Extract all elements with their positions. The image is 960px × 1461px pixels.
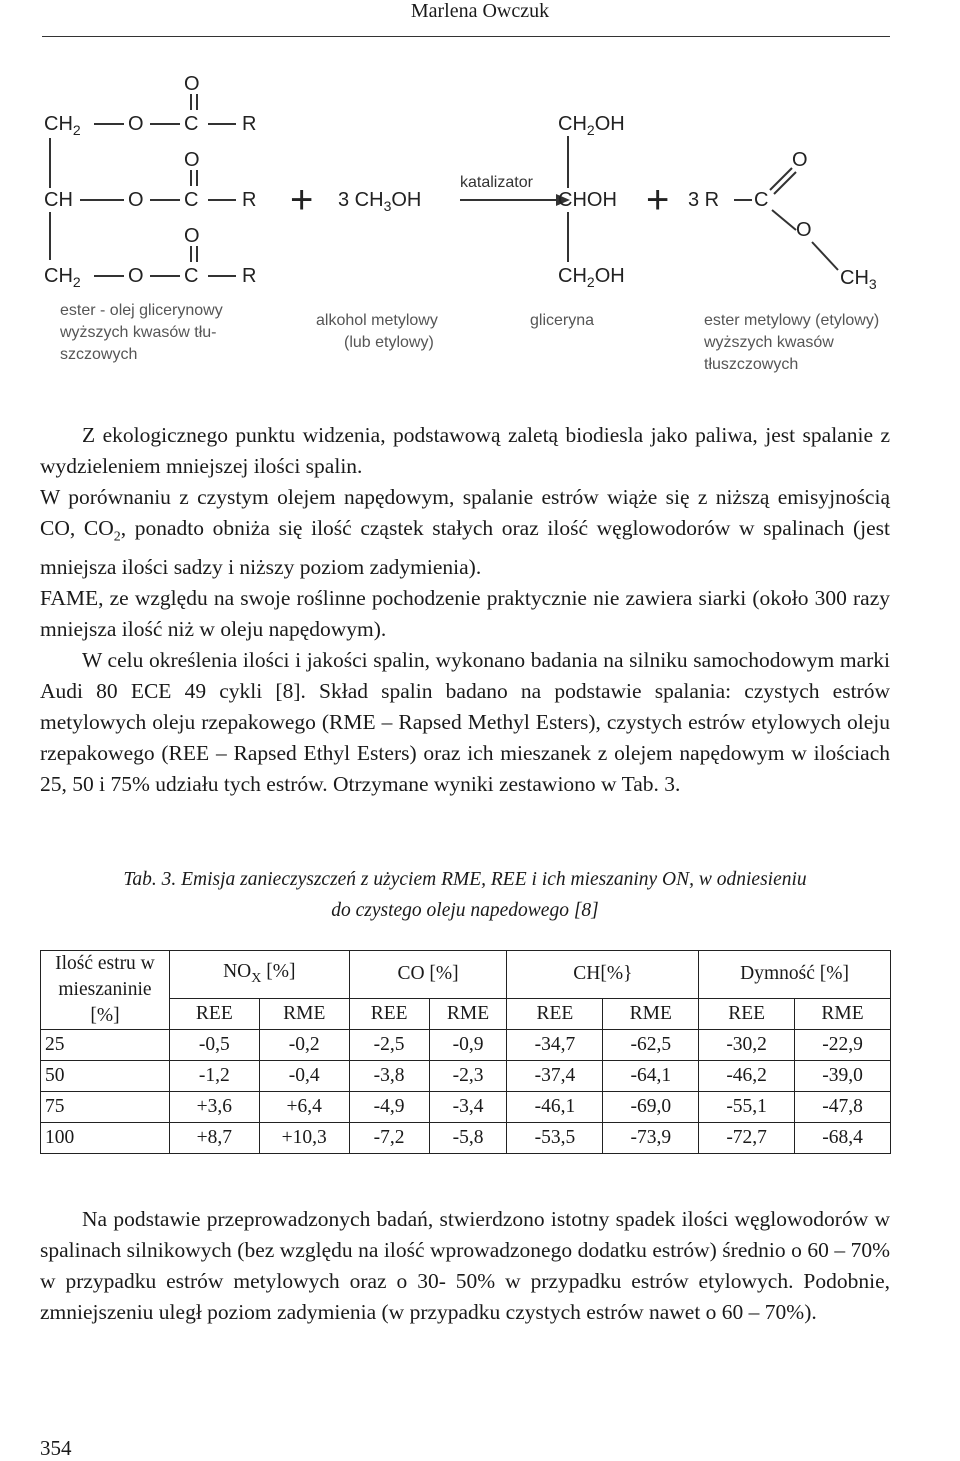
- r1-row3-ch2: $CH_2$: [44, 265, 81, 290]
- glycerol-top: $CH_2OH$: [558, 113, 625, 138]
- r1-caption: ester - olej glicerynowy wyższych kwasów tłu- szczowych: [60, 302, 223, 363]
- paragraph-ecology: Z ekologicznego punktu widzenia, podstawową zaletą biodiesla jako paliwa, jest spalanie z wydzieleniem mniejszej ilości spalin.: [40, 423, 890, 478]
- table-row: [41, 1061, 891, 1092]
- table-cell: +8,7: [169, 1123, 259, 1154]
- subheader-cell: REE: [507, 998, 603, 1029]
- plus-sign-2: +: [646, 178, 670, 222]
- ester-ether-oxygen: O: [796, 219, 812, 241]
- r1-row2-ether-oxygen: O: [128, 189, 144, 211]
- ester-caption: ester metylowy (etylowy) wyższych kwasów tłuszczowych: [704, 312, 880, 373]
- row-label: 25: [41, 1030, 170, 1061]
- ester-methyl: $CH_3$: [840, 267, 877, 292]
- table-cell: -53,5: [507, 1123, 603, 1154]
- table-cell: -0,5: [169, 1030, 259, 1061]
- table-row: [41, 1092, 891, 1123]
- paragraph-methodology: W celu określenia ilości i jakości spalin, wykonano badania na silniku samochodowym marki Audi 80 ECE 49 cykli [8]. Skład spalin badano na podstawie spalania: czystych estrów metylowych oleju rzepakowego (RME – Rapsed Methyl Esters), czystych estrów etylowych oleju rzepakowego (REE – Rapsed Ethyl Esters) oraz ich mieszanek z olejem napędowym w ilościach 25, 50 i 75% udziału tych estrów. Otrzymane wyniki zestawiono w Tab. 3.: [40, 648, 890, 797]
- table-cell: -30,2: [699, 1030, 795, 1061]
- table-cell: -37,4: [507, 1061, 603, 1092]
- group-header-smoke: Dymność [%]: [699, 951, 891, 999]
- r1-row3-r: R: [242, 265, 257, 287]
- transesterification-scheme: [40, 70, 900, 390]
- row-label: 75: [41, 1092, 170, 1123]
- table-cell: -7,2: [349, 1123, 429, 1154]
- body-text-lower: [40, 1204, 890, 1328]
- table-cell: -0,4: [259, 1061, 349, 1092]
- paragraph-fame-sulfur: FAME, ze względu na swoje roślinne pochodzenie praktycznie nie zawiera siarki (około 300 razy mniejsza ilość niż w oleju napędowym).: [40, 586, 890, 642]
- running-header-author: Marlena Owczuk: [410, 0, 550, 22]
- r1-row1-ether-oxygen: O: [128, 113, 144, 135]
- table-cell: -68,4: [795, 1123, 891, 1154]
- table-cell: -4,9: [349, 1092, 429, 1123]
- r1-row2-oxygen: O: [184, 149, 200, 171]
- glycerol-middle: CHOH: [558, 189, 617, 211]
- emissions-table: [40, 950, 891, 1154]
- r1-row1-ch2: $CH_2$: [44, 113, 81, 138]
- table-cell: -22,9: [795, 1030, 891, 1061]
- table-cell: -2,5: [349, 1030, 429, 1061]
- methanol-formula: 3 $CH_3OH$: [338, 189, 422, 214]
- group-header-ch: CH[%}: [507, 951, 699, 999]
- table-cell: -5,8: [429, 1123, 507, 1154]
- table-cell: -39,0: [795, 1061, 891, 1092]
- table-cell: -47,8: [795, 1092, 891, 1123]
- subheader-cell: RME: [795, 998, 891, 1029]
- r1-row3-oxygen: O: [184, 225, 200, 247]
- table-caption: Tab. 3. Emisja zanieczyszczeń z użyciem RME, REE i ich mieszaniny ON, w odniesieniu do czystego oleju napedowego [8]: [123, 869, 807, 921]
- table-cell: -34,7: [507, 1030, 603, 1061]
- r1-row3-ether-oxygen: O: [128, 265, 144, 287]
- table-cell: -2,3: [429, 1061, 507, 1092]
- r1-row2-r: R: [242, 189, 257, 211]
- r1-row1-oxygen: O: [184, 73, 200, 95]
- r1-row1-r: R: [242, 113, 257, 135]
- group-header-co: CO [%]: [349, 951, 507, 999]
- table-cell: +6,4: [259, 1092, 349, 1123]
- table-cell: -73,9: [603, 1123, 699, 1154]
- table-cell: -69,0: [603, 1092, 699, 1123]
- row-label: 50: [41, 1061, 170, 1092]
- ester-carbonyl-oxygen: O: [792, 149, 808, 171]
- row-header-cell: Ilość estru w mieszaninie [%]: [41, 951, 170, 1030]
- table-cell: -62,5: [603, 1030, 699, 1061]
- table-cell: -1,2: [169, 1061, 259, 1092]
- subheader-cell: REE: [699, 998, 795, 1029]
- page-number: 354: [40, 1436, 72, 1460]
- ester-r-group: 3 R: [688, 189, 720, 211]
- table-cell: -3,8: [349, 1061, 429, 1092]
- paragraph-conclusion: Na podstawie przeprowadzonych badań, stwierdzono istotny spadek ilości węglowodorów w spalinach silnikowych (bez względu na ilość wprowadzonego dodatku estrów) średnio o 60 – 70% w przypadku estrów metylowych oraz o 30- 50% w przypadku estrów etylowych. Podobnie, zmniejszeniu uległ poziom zadymienia (w przypadku czystych estrów nawet o 60 – 70%).: [40, 1207, 890, 1324]
- subheader-cell: RME: [259, 998, 349, 1029]
- header-rule: [42, 36, 890, 37]
- catalyst-label: katalizator: [460, 174, 533, 191]
- plus-sign-1: +: [290, 178, 314, 222]
- r1-row2-ch: CH: [44, 189, 73, 211]
- methanol-caption: alkohol metylowy (lub etylowy): [316, 312, 438, 351]
- subheader-cell: REE: [349, 998, 429, 1029]
- table-cell: -46,2: [699, 1061, 795, 1092]
- table-cell: -55,1: [699, 1092, 795, 1123]
- table-cell: -3,4: [429, 1092, 507, 1123]
- table-cell: -0,2: [259, 1030, 349, 1061]
- row-label: 100: [41, 1123, 170, 1154]
- table-cell: -0,9: [429, 1030, 507, 1061]
- r1-row2-carbon: C: [184, 189, 199, 211]
- paragraph-emissions: W porównaniu z czystym olejem napędowym, spalanie estrów wiąże się z niższą emisyjnością CO, $CO_2$, ponadto obniża się ilość cząstek stałych oraz ilość węglowodorów w spalinach (jest mniejsza ilości sadzy i niższy poziom zadymienia).: [40, 485, 890, 580]
- table-cell: +3,6: [169, 1092, 259, 1123]
- group-header-nox: $NO_X$ [%]: [169, 951, 349, 999]
- body-text-upper: [40, 420, 890, 800]
- subheader-cell: RME: [603, 998, 699, 1029]
- table-cell: +10,3: [259, 1123, 349, 1154]
- table-row: [41, 1123, 891, 1154]
- glycerol-bottom: $CH_2OH$: [558, 265, 625, 290]
- subheader-cell: REE: [169, 998, 259, 1029]
- table-cell: -46,1: [507, 1092, 603, 1123]
- r1-row3-carbon: C: [184, 265, 199, 287]
- glycerol-caption: gliceryna: [530, 312, 595, 329]
- subheader-cell: RME: [429, 998, 507, 1029]
- r1-row1-carbon: C: [184, 113, 199, 135]
- ester-carbon: C: [754, 189, 769, 211]
- table-cell: -72,7: [699, 1123, 795, 1154]
- table-cell: -64,1: [603, 1061, 699, 1092]
- table-row: [41, 1030, 891, 1061]
